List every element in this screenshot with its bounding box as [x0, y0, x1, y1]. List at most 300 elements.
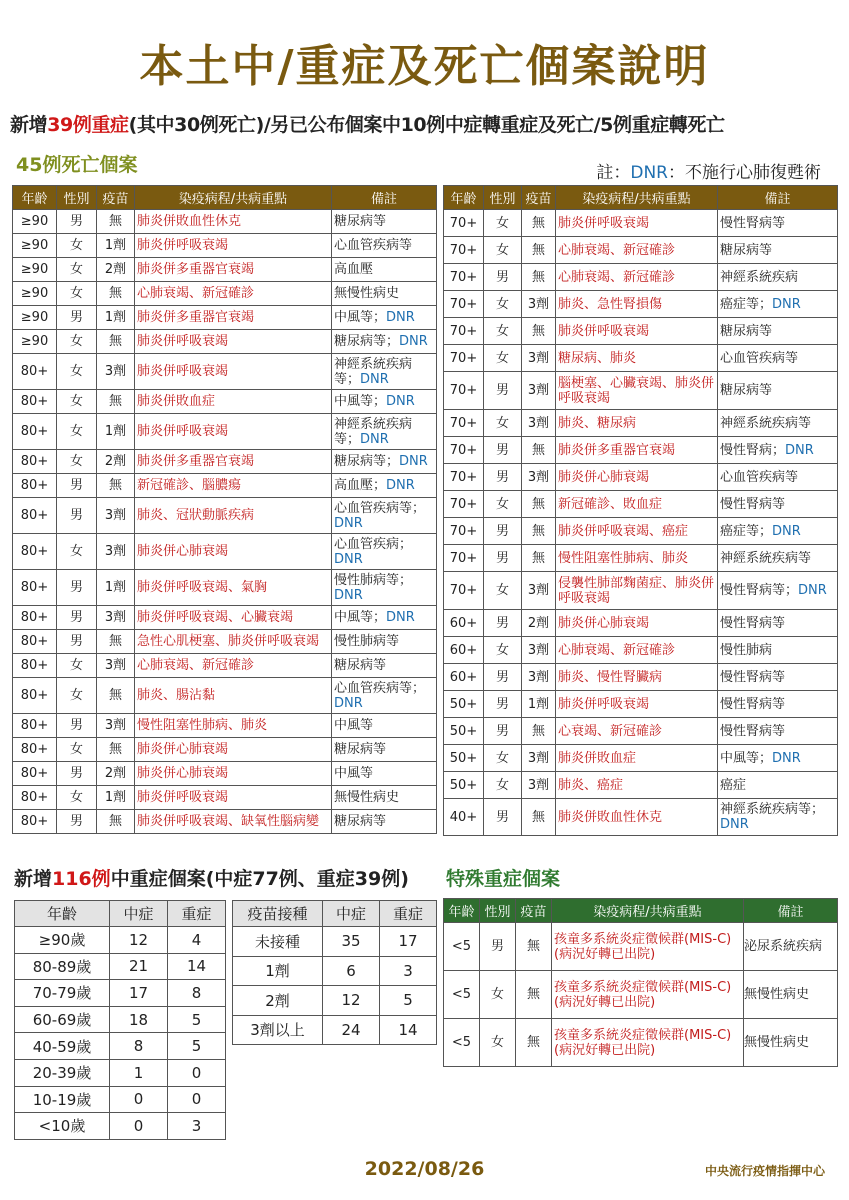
note-suffix: ：不施行心肺復甦術	[668, 163, 821, 183]
vaccine-cell: 無	[97, 210, 135, 234]
death-section-heading: 45例死亡個案	[16, 154, 138, 176]
remark-text: 中風等；	[334, 310, 387, 325]
sex-cell: 女	[480, 1019, 516, 1067]
table-row	[233, 1015, 437, 1045]
table-row	[13, 810, 437, 834]
column-header: 染疫病程/共病重點	[556, 186, 718, 210]
table-row	[13, 450, 437, 474]
remark-cell: 無慢性病史	[744, 971, 838, 1019]
vaccine-cell: 無	[522, 437, 556, 464]
remark-cell	[332, 810, 437, 834]
report-date: 2022/08/26	[364, 1158, 485, 1180]
stat-cell: 60-69歲	[15, 1006, 110, 1033]
stat-cell: 5	[168, 1033, 226, 1060]
column-header: 年齡	[13, 186, 57, 210]
stat-cell: 12	[323, 986, 380, 1016]
age-cell: 80+	[13, 678, 57, 714]
stat-cell: 14	[168, 953, 226, 980]
course-cell: 肺炎、癌症	[556, 772, 718, 799]
remark-text: 中風等；	[334, 610, 387, 625]
sex-cell: 女	[57, 450, 97, 474]
sex-cell: 男	[484, 545, 522, 572]
table-row	[15, 1006, 226, 1033]
page-title: 本土中/重症及死亡個案說明	[139, 41, 710, 92]
remark-text: 慢性腎病等	[720, 696, 786, 712]
sex-cell: 女	[57, 330, 97, 354]
age-cell: 70+	[444, 491, 484, 518]
stat-cell: 24	[323, 1015, 380, 1045]
remark-cell	[332, 570, 437, 606]
remark-text: 慢性腎病等；	[720, 583, 799, 598]
age-cell: ≥90	[13, 258, 57, 282]
age-cell: 80+	[13, 714, 57, 738]
sex-cell: 女	[484, 318, 522, 345]
table-row	[444, 264, 838, 291]
age-cell: 80+	[13, 810, 57, 834]
table-header-row	[444, 186, 838, 210]
sex-cell: 男	[484, 610, 522, 637]
remark-cell	[718, 345, 838, 372]
table-row	[233, 956, 437, 986]
column-header: 備註	[744, 899, 838, 923]
column-header: 染疫病程/共病重點	[135, 186, 332, 210]
vaccine-cell: 無	[522, 264, 556, 291]
remark-text: 糖尿病等	[720, 242, 773, 258]
vaccine-cell: 3劑	[97, 534, 135, 570]
sex-cell: 女	[484, 637, 522, 664]
column-header: 中症	[323, 901, 380, 927]
sex-cell: 男	[484, 372, 522, 410]
stat-cell: 40-59歲	[15, 1033, 110, 1060]
table-header-row	[13, 186, 437, 210]
vaccine-cell: 無	[522, 237, 556, 264]
course-cell: 肺炎併多重器官衰竭	[135, 306, 332, 330]
table-row	[13, 414, 437, 450]
course-cell: 肺炎併呼吸衰竭、癌症	[556, 518, 718, 545]
dnr-label: DNR	[785, 442, 814, 458]
sex-cell: 女	[484, 572, 522, 610]
age-stat-table	[14, 900, 226, 1140]
vaccine-cell: 無	[516, 923, 552, 971]
remark-text: 糖尿病等；	[334, 454, 400, 469]
remark-text: 心血管疾病等	[720, 350, 799, 366]
remark-text: 神經系統疾病等	[720, 415, 812, 431]
table-row	[15, 1086, 226, 1113]
sex-cell: 男	[484, 664, 522, 691]
table-row	[15, 953, 226, 980]
remark-cell	[332, 630, 437, 654]
course-cell: 肺炎併呼吸衰竭	[556, 691, 718, 718]
vaccine-cell: 無	[97, 282, 135, 306]
new-cases-heading	[14, 864, 409, 891]
stat-cell: 3	[168, 1113, 226, 1140]
dnr-note	[596, 158, 821, 183]
stat-cell: 20-39歲	[15, 1059, 110, 1086]
sex-cell: 男	[484, 718, 522, 745]
sex-cell: 女	[57, 786, 97, 810]
remark-cell	[332, 282, 437, 306]
sex-cell: 女	[57, 414, 97, 450]
remark-text: 慢性肺病等；	[334, 572, 413, 588]
table-row	[13, 390, 437, 414]
column-header: 疫苗接種	[233, 901, 323, 927]
age-cell: 70+	[444, 372, 484, 410]
table-row	[15, 927, 226, 954]
course-cell: 肺炎併敗血性休克	[135, 210, 332, 234]
age-cell: 80+	[13, 630, 57, 654]
column-header: 染疫病程/共病重點	[552, 899, 744, 923]
table-row	[444, 799, 838, 836]
stat-cell: 4	[168, 927, 226, 954]
course-cell: 肺炎併呼吸衰竭、心臟衰竭	[135, 606, 332, 630]
sex-cell: 男	[57, 810, 97, 834]
age-cell: 60+	[444, 610, 484, 637]
vaccine-cell: 無	[522, 318, 556, 345]
course-cell: 肺炎、冠狀動脈疾病	[135, 498, 332, 534]
stat-cell: 12	[110, 927, 168, 954]
age-cell: 50+	[444, 718, 484, 745]
stat-cell: 14	[380, 1015, 437, 1045]
remark-text: 癌症	[720, 777, 747, 793]
remark-cell	[718, 545, 838, 572]
new-cases-count: 116例	[52, 868, 111, 890]
remark-cell	[718, 410, 838, 437]
table-header-row	[15, 901, 226, 927]
remark-cell	[718, 610, 838, 637]
course-cell: 急性心肌梗塞、肺炎併呼吸衰竭	[135, 630, 332, 654]
stat-cell: ≥90歲	[15, 927, 110, 954]
remark-text: 慢性腎病等	[720, 496, 786, 512]
remark-cell	[718, 637, 838, 664]
course-cell: 肺炎併呼吸衰竭	[135, 234, 332, 258]
table-row	[13, 354, 437, 390]
remark-cell	[718, 772, 838, 799]
age-cell: 80+	[13, 786, 57, 810]
remark-cell	[332, 678, 437, 714]
column-header: 年齡	[444, 899, 480, 923]
remark-text: 慢性腎病等	[720, 723, 786, 739]
remark-text: 癌症等；	[720, 523, 773, 539]
vaccine-cell: 3劑	[522, 464, 556, 491]
stat-cell: 5	[380, 986, 437, 1016]
sex-cell: 女	[484, 491, 522, 518]
remark-text: 高血壓；	[334, 478, 387, 493]
column-header: 備註	[718, 186, 838, 210]
column-header: 中症	[110, 901, 168, 927]
course-line: 孩童多系統炎症徵候群(MIS-C)	[554, 979, 732, 995]
vaccine-cell: 1劑	[97, 786, 135, 810]
vaccine-cell: 2劑	[97, 450, 135, 474]
course-cell: 肺炎併多重器官衰竭	[135, 258, 332, 282]
remark-cell	[718, 210, 838, 237]
sex-cell: 女	[484, 291, 522, 318]
course-cell: 肺炎、慢性腎臟病	[556, 664, 718, 691]
table-row	[13, 474, 437, 498]
remark-cell	[718, 437, 838, 464]
subtitle	[10, 110, 845, 137]
stat-cell: 17	[380, 927, 437, 957]
sex-cell: 男	[57, 762, 97, 786]
sex-cell: 男	[484, 464, 522, 491]
remark-text: 高血壓	[334, 262, 374, 277]
remark-cell	[332, 714, 437, 738]
remark-text: 中風等；	[720, 750, 773, 766]
remark-cell	[718, 518, 838, 545]
vaccine-cell: 無	[522, 491, 556, 518]
dnr-label: DNR	[399, 454, 428, 469]
column-header: 疫苗	[97, 186, 135, 210]
age-cell: 70+	[444, 464, 484, 491]
course-status: (病況好轉已出院)	[554, 994, 656, 1010]
table-row	[13, 282, 437, 306]
age-cell: 50+	[444, 691, 484, 718]
stat-cell: 18	[110, 1006, 168, 1033]
table-row	[444, 772, 838, 799]
remark-cell	[332, 354, 437, 390]
table-row	[444, 491, 838, 518]
sex-cell: 男	[57, 210, 97, 234]
course-cell: 新冠確診、腦膿瘍	[135, 474, 332, 498]
table-row	[13, 786, 437, 810]
dnr-label: DNR	[334, 515, 363, 531]
table-row	[444, 372, 838, 410]
age-cell: 70+	[444, 437, 484, 464]
sex-cell: 男	[484, 518, 522, 545]
sex-cell: 男	[57, 474, 97, 498]
remark-text: 心血管疾病等	[334, 238, 413, 253]
age-cell: 70+	[444, 237, 484, 264]
vaccine-cell: 1劑	[97, 234, 135, 258]
dnr-label: DNR	[798, 583, 827, 598]
vaccine-cell: 3劑	[522, 664, 556, 691]
course-cell: 新冠確診、敗血症	[556, 491, 718, 518]
course-cell: 腦梗塞、心臟衰竭、肺炎併呼吸衰竭	[556, 372, 718, 410]
remark-text: 無慢性病史	[334, 286, 400, 301]
age-cell: 80+	[13, 450, 57, 474]
course-cell: 肺炎、腸沾黏	[135, 678, 332, 714]
vaccine-cell: 3劑	[97, 654, 135, 678]
remark-text: 慢性肺病等	[334, 634, 400, 649]
column-header: 性別	[57, 186, 97, 210]
stat-cell: 35	[323, 927, 380, 957]
new-cases-rest: 中重症個案(中症77例、重症39例)	[110, 868, 409, 890]
course-cell: 心肺衰竭、新冠確診	[556, 264, 718, 291]
sex-cell: 女	[57, 282, 97, 306]
vaccine-cell: 2劑	[97, 258, 135, 282]
table-row	[444, 318, 838, 345]
course-cell: 肺炎併多重器官衰竭	[135, 450, 332, 474]
remark-text: 糖尿病等	[334, 742, 387, 757]
column-header: 疫苗	[522, 186, 556, 210]
remark-text: 中風等	[334, 718, 374, 733]
table-row	[13, 330, 437, 354]
table-row	[444, 345, 838, 372]
dnr-label: DNR	[386, 478, 415, 493]
vaccine-cell: 無	[97, 678, 135, 714]
vaccine-cell: 無	[516, 1019, 552, 1067]
course-cell	[552, 1019, 744, 1067]
sex-cell: 男	[484, 799, 522, 836]
vaccine-cell: 無	[97, 330, 135, 354]
remark-cell	[332, 786, 437, 810]
column-header: 重症	[168, 901, 226, 927]
remark-cell	[332, 738, 437, 762]
table-row	[444, 518, 838, 545]
remark-text: 慢性腎病；	[720, 442, 786, 458]
age-cell: 70+	[444, 264, 484, 291]
remark-cell	[718, 664, 838, 691]
age-cell: 70+	[444, 291, 484, 318]
dnr-label: DNR	[772, 523, 801, 539]
age-cell: 70+	[444, 210, 484, 237]
table-row	[15, 980, 226, 1007]
vaccine-cell: 1劑	[97, 306, 135, 330]
table-row	[13, 258, 437, 282]
course-cell: 肺炎併敗血症	[556, 745, 718, 772]
sex-cell: 女	[484, 345, 522, 372]
vaccine-cell: 3劑	[522, 345, 556, 372]
organization-name: 中央流行疫情指揮中心	[704, 1164, 825, 1178]
vaccine-cell: 3劑	[522, 637, 556, 664]
age-cell: 80+	[13, 738, 57, 762]
dnr-label: DNR	[386, 610, 415, 625]
table-row	[15, 1033, 226, 1060]
vaccine-cell: 無	[522, 518, 556, 545]
age-cell: <5	[444, 1019, 480, 1067]
course-cell: 肺炎、急性腎損傷	[556, 291, 718, 318]
stat-cell: 80-89歲	[15, 953, 110, 980]
table-header-row	[444, 899, 838, 923]
course-line: 孩童多系統炎症徵候群(MIS-C)	[554, 1027, 732, 1043]
sex-cell: 男	[57, 630, 97, 654]
sex-cell: 男	[484, 691, 522, 718]
table-row	[13, 498, 437, 534]
age-cell: <5	[444, 923, 480, 971]
table-row	[444, 572, 838, 610]
remark-cell	[332, 414, 437, 450]
table-row	[13, 534, 437, 570]
remark-cell	[718, 718, 838, 745]
vaccine-cell: 1劑	[522, 691, 556, 718]
vaccine-cell: 3劑	[97, 498, 135, 534]
special-cases-heading: 特殊重症個案	[446, 868, 561, 890]
table-row	[444, 1019, 838, 1067]
table-row	[15, 1059, 226, 1086]
dnr-label: DNR	[334, 551, 363, 567]
course-cell: 肺炎併呼吸衰竭	[135, 786, 332, 810]
age-cell: 80+	[13, 606, 57, 630]
remark-text: 無慢性病史	[334, 790, 400, 805]
remark-text: 糖尿病等	[720, 383, 773, 398]
remark-cell	[718, 372, 838, 410]
sex-cell: 男	[57, 606, 97, 630]
course-status: (病況好轉已出院)	[554, 946, 656, 962]
vaccine-cell: 3劑	[522, 291, 556, 318]
age-cell: 50+	[444, 772, 484, 799]
remark-text: 糖尿病等	[334, 214, 387, 229]
stat-cell: 0	[168, 1059, 226, 1086]
table-row	[444, 971, 838, 1019]
age-cell: 80+	[13, 354, 57, 390]
age-cell: 80+	[13, 534, 57, 570]
remark-cell	[718, 237, 838, 264]
course-cell: 心衰竭、新冠確診	[556, 718, 718, 745]
vaccine-cell: 無	[516, 971, 552, 1019]
sex-cell: 男	[484, 264, 522, 291]
age-cell: 80+	[13, 498, 57, 534]
table-row	[444, 410, 838, 437]
table-row	[444, 610, 838, 637]
remark-cell	[718, 572, 838, 610]
vaccine-cell: 2劑	[522, 610, 556, 637]
stat-cell: 0	[110, 1086, 168, 1113]
course-cell: 肺炎併呼吸衰竭、氣胸	[135, 570, 332, 606]
vaccine-cell: 2劑	[97, 762, 135, 786]
stat-cell: 70-79歲	[15, 980, 110, 1007]
course-cell: 肺炎併呼吸衰竭	[135, 330, 332, 354]
vaccine-cell: 3劑	[522, 572, 556, 610]
course-cell: 慢性阻塞性肺病、肺炎	[135, 714, 332, 738]
sex-cell: 男	[57, 714, 97, 738]
remark-cell	[332, 762, 437, 786]
sex-cell: 男	[57, 570, 97, 606]
remark-text: 心血管疾病等；	[334, 500, 426, 516]
remark-cell	[332, 234, 437, 258]
note-prefix: 註：	[596, 163, 631, 183]
age-cell: ≥90	[13, 210, 57, 234]
sex-cell: 女	[484, 237, 522, 264]
sex-cell: 女	[57, 534, 97, 570]
table-row	[13, 654, 437, 678]
table-row	[13, 678, 437, 714]
course-cell: 肺炎併呼吸衰竭	[135, 414, 332, 450]
vaccine-cell: 無	[97, 810, 135, 834]
dnr-label: DNR	[360, 431, 389, 447]
column-header: 重症	[380, 901, 437, 927]
column-header: 年齡	[444, 186, 484, 210]
table-row	[444, 545, 838, 572]
age-cell: 60+	[444, 637, 484, 664]
table-row	[444, 923, 838, 971]
sex-cell: 男	[480, 923, 516, 971]
age-cell: 50+	[444, 745, 484, 772]
course-line: 孩童多系統炎症徵候群(MIS-C)	[554, 931, 732, 947]
vaccine-cell: 3劑	[97, 606, 135, 630]
remark-text: 慢性腎病等	[720, 615, 786, 631]
sex-cell: 男	[484, 437, 522, 464]
course-cell	[552, 923, 744, 971]
remark-text: 心血管疾病；	[334, 536, 413, 552]
age-cell: <5	[444, 971, 480, 1019]
remark-text: 慢性腎病等	[720, 669, 786, 685]
table-row	[13, 210, 437, 234]
stat-cell: 8	[110, 1033, 168, 1060]
course-status: (病況好轉已出院)	[554, 1042, 656, 1058]
table-row	[13, 570, 437, 606]
sex-cell: 女	[57, 258, 97, 282]
death-table-left	[12, 185, 437, 834]
sex-cell: 女	[57, 654, 97, 678]
sex-cell: 女	[57, 678, 97, 714]
table-row	[444, 691, 838, 718]
stat-cell: 10-19歲	[15, 1086, 110, 1113]
table-row	[233, 986, 437, 1016]
table-row	[444, 437, 838, 464]
remark-text: 神經系統疾病等；	[334, 416, 413, 447]
note-dnr: DNR	[630, 163, 668, 183]
dnr-label: DNR	[720, 817, 749, 832]
age-cell: 40+	[444, 799, 484, 836]
